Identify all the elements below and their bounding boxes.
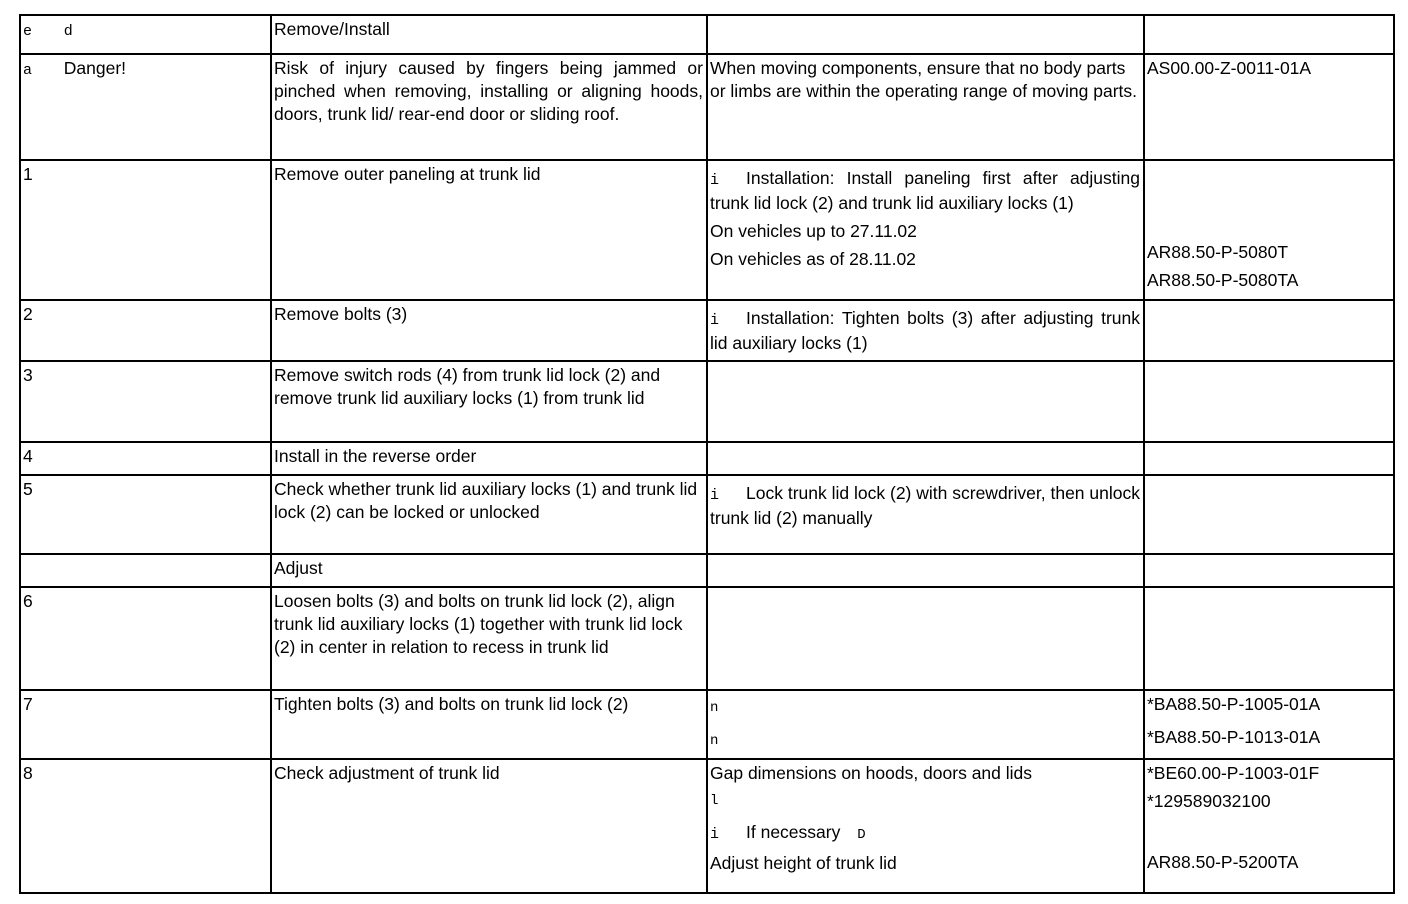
note-text: Installation: Tighten bolts (3) after adjusting trunk lid auxiliary locks (1)	[710, 308, 1140, 353]
torque-symbol: n	[710, 700, 719, 716]
info-icon: i	[710, 172, 720, 189]
reference-link[interactable]: *BE60.00-P-1003-01F	[1147, 763, 1320, 783]
info-icon: i	[710, 487, 720, 504]
reference-link[interactable]: AR88.50-P-5200TA	[1147, 852, 1299, 872]
note-text: If necessary	[746, 822, 841, 842]
row-marker	[20, 15, 271, 54]
step-number: 8	[20, 759, 271, 893]
step-text: Check adjustment of trunk lid	[271, 759, 707, 893]
note-cell	[707, 690, 1144, 759]
step-text: Install in the reverse order	[271, 442, 707, 475]
reference-cell	[1144, 361, 1394, 442]
step-text: Loosen bolts (3) and bolts on trunk lid lock (2), align trunk lid auxiliary locks (1) together with trunk lid lock (2) in center in relation to recess in trunk lid	[271, 587, 707, 690]
note-text: Adjust height of trunk lid	[710, 853, 897, 873]
symbol-d: d	[63, 23, 73, 40]
reference-cell	[1144, 475, 1394, 554]
reference-cell	[1144, 759, 1394, 893]
step-number	[20, 554, 271, 587]
note-text: On vehicles as of 28.11.02	[710, 249, 916, 269]
note-cell	[707, 759, 1144, 893]
note-cell	[707, 442, 1144, 475]
reference-link[interactable]: AR88.50-P-5080T	[1147, 242, 1289, 262]
reference-link[interactable]: *BA88.50-P-1013-01A	[1147, 727, 1321, 747]
reference-link[interactable]: AR88.50-P-5080TA	[1147, 270, 1299, 290]
danger-symbol: a	[23, 62, 33, 79]
step-text: Remove/Install	[271, 15, 707, 54]
reference-cell	[1144, 15, 1394, 54]
step-text: Check whether trunk lid auxiliary locks (1) and trunk lid lock (2) can be locked or unlocked	[271, 475, 707, 554]
note-cell	[707, 300, 1144, 361]
reference-cell	[1144, 690, 1394, 759]
reference-arrow-icon: D	[857, 827, 866, 843]
reference-cell	[1144, 300, 1394, 361]
step-text: Remove switch rods (4) from trunk lid lock (2) and remove trunk lid auxiliary locks (1) from trunk lid	[271, 361, 707, 442]
reference-cell	[1144, 442, 1394, 475]
table-row	[20, 690, 1394, 759]
note-text: Installation: Install paneling first after adjusting trunk lid lock (2) and trunk lid auxiliary locks (1)	[710, 168, 1140, 213]
note-cell: When moving components, ensure that no body parts or limbs are within the operating range of moving parts.	[707, 54, 1144, 160]
table-row	[20, 587, 1394, 690]
note-cell	[707, 587, 1144, 690]
section-heading: Adjust	[271, 554, 707, 587]
danger-label: Danger!	[63, 58, 127, 78]
reference-cell	[1144, 554, 1394, 587]
reference-link[interactable]: *129589032100	[1147, 791, 1271, 811]
info-icon: i	[710, 312, 720, 329]
note-cell	[707, 475, 1144, 554]
note-text: Lock trunk lid lock (2) with screwdriver, then unlock trunk lid (2) manually	[710, 483, 1140, 528]
step-text: Risk of injury caused by fingers being jammed or pinched when removing, installing or aligning hoods, doors, trunk lid/ rear-end door or sliding roof.	[271, 54, 707, 160]
table-row	[20, 54, 1394, 160]
step-text: Tighten bolts (3) and bolts on trunk lid lock (2)	[271, 690, 707, 759]
step-number: 1	[20, 160, 271, 300]
info-icon: i	[710, 826, 720, 843]
step-number: 3	[20, 361, 271, 442]
symbol-e: e	[23, 23, 33, 40]
note-cell	[707, 160, 1144, 300]
step-number: 4	[20, 442, 271, 475]
step-number: 5	[20, 475, 271, 554]
tool-symbol: l	[710, 793, 719, 809]
table-row	[20, 160, 1394, 300]
step-text: Remove bolts (3)	[271, 300, 707, 361]
reference-cell: AS00.00-Z-0011-01A	[1144, 54, 1394, 160]
note-cell	[707, 554, 1144, 587]
table-row	[20, 300, 1394, 361]
step-text: Remove outer paneling at trunk lid	[271, 160, 707, 300]
reference-cell	[1144, 160, 1394, 300]
torque-symbol: n	[710, 733, 719, 749]
procedure-table	[19, 14, 1395, 894]
reference-link[interactable]: *BA88.50-P-1005-01A	[1147, 694, 1321, 714]
table-row	[20, 759, 1394, 893]
step-number: 2	[20, 300, 271, 361]
table-row	[20, 442, 1394, 475]
note-text: Gap dimensions on hoods, doors and lids	[710, 763, 1033, 783]
note-cell	[707, 361, 1144, 442]
reference-cell	[1144, 587, 1394, 690]
table-row	[20, 361, 1394, 442]
table-row	[20, 554, 1394, 587]
table-row	[20, 15, 1394, 54]
table-row	[20, 475, 1394, 554]
row-marker	[20, 54, 271, 160]
step-number: 6	[20, 587, 271, 690]
step-number: 7	[20, 690, 271, 759]
note-text: On vehicles up to 27.11.02	[710, 221, 917, 241]
note-cell	[707, 15, 1144, 54]
